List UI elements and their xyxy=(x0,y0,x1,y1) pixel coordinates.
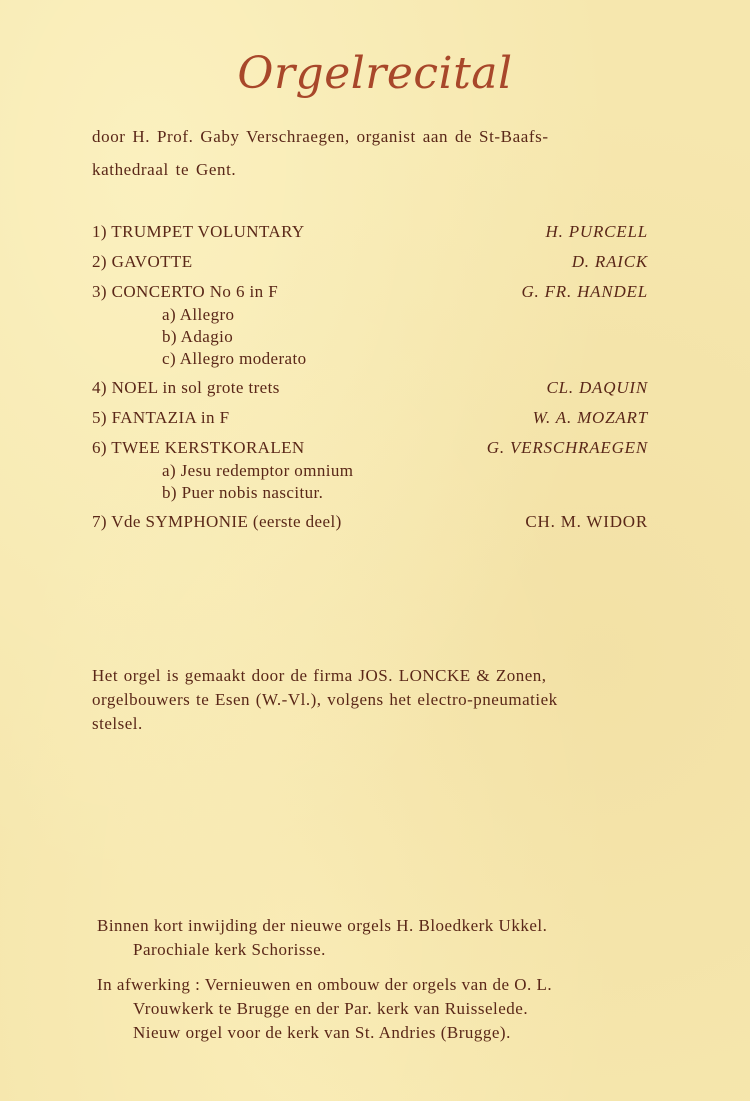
composer-name: W. A. MOZART xyxy=(532,408,648,427)
movement-list xyxy=(92,460,648,504)
piece-title: 4) NOEL in sol grote trets xyxy=(92,378,280,397)
intro-text xyxy=(92,120,648,186)
news-line: Binnen kort inwijding der nieuwe orgels H. Bloedkerk Ukkel. xyxy=(97,916,548,935)
program-item xyxy=(92,220,648,244)
piece-title: 3) CONCERTO No 6 in F xyxy=(92,282,279,301)
organ-note-line: Het orgel is gemaakt door de firma JOS. LONCKE & Zonen, xyxy=(92,666,547,685)
program-item xyxy=(92,436,648,504)
news-line: Nieuw orgel voor de kerk van St. Andries (Brugge). xyxy=(133,1023,511,1042)
movement-list xyxy=(92,304,648,370)
piece-title: 5) FANTAZIA in F xyxy=(92,408,230,427)
program-item xyxy=(92,250,648,274)
movement: c) Allegro moderato xyxy=(162,349,307,368)
composer-name: D. RAICK xyxy=(571,252,648,271)
piece-title: 7) Vde SYMPHONIE (eerste deel) xyxy=(92,512,342,531)
movement: a) Jesu redemptor omnium xyxy=(162,461,354,480)
movement: a) Allegro xyxy=(162,305,235,324)
intro-line: door H. Prof. Gaby Verschraegen, organist aan de St-Baafs- xyxy=(92,127,549,146)
program-item xyxy=(92,406,648,430)
composer-name: CH. M. WIDOR xyxy=(525,512,648,531)
composer-name: G. VERSCHRAEGEN xyxy=(486,438,648,457)
piece-title: 1) TRUMPET VOLUNTARY xyxy=(92,222,305,241)
program-item xyxy=(92,510,648,534)
composer-name: G. FR. HANDEL xyxy=(521,282,648,301)
program-item xyxy=(92,376,648,400)
news-section xyxy=(97,914,653,1056)
page-title: Orgelrecital xyxy=(237,48,513,99)
program-list xyxy=(92,220,648,540)
intro-line: kathedraal te Gent. xyxy=(92,160,237,179)
organ-note-line: stelsel. xyxy=(92,714,143,733)
piece-title: 6) TWEE KERSTKORALEN xyxy=(92,438,305,457)
movement: b) Adagio xyxy=(162,327,234,346)
news-block xyxy=(97,914,653,962)
news-line: Parochiale kerk Schorisse. xyxy=(133,940,326,959)
organ-note xyxy=(92,664,648,736)
news-line: In afwerking : Vernieuwen en ombouw der orgels van de O. L. xyxy=(97,975,553,994)
piece-title: 2) GAVOTTE xyxy=(92,252,193,271)
news-line: Vrouwkerk te Brugge en der Par. kerk van Ruisselede. xyxy=(133,999,529,1018)
organ-note-line: orgelbouwers te Esen (W.-Vl.), volgens het electro-pneumatiek xyxy=(92,690,558,709)
program-item xyxy=(92,280,648,370)
news-block xyxy=(97,973,653,1045)
composer-name: CL. DAQUIN xyxy=(546,378,648,397)
composer-name: H. PURCELL xyxy=(545,222,648,241)
movement: b) Puer nobis nascitur. xyxy=(162,483,324,502)
